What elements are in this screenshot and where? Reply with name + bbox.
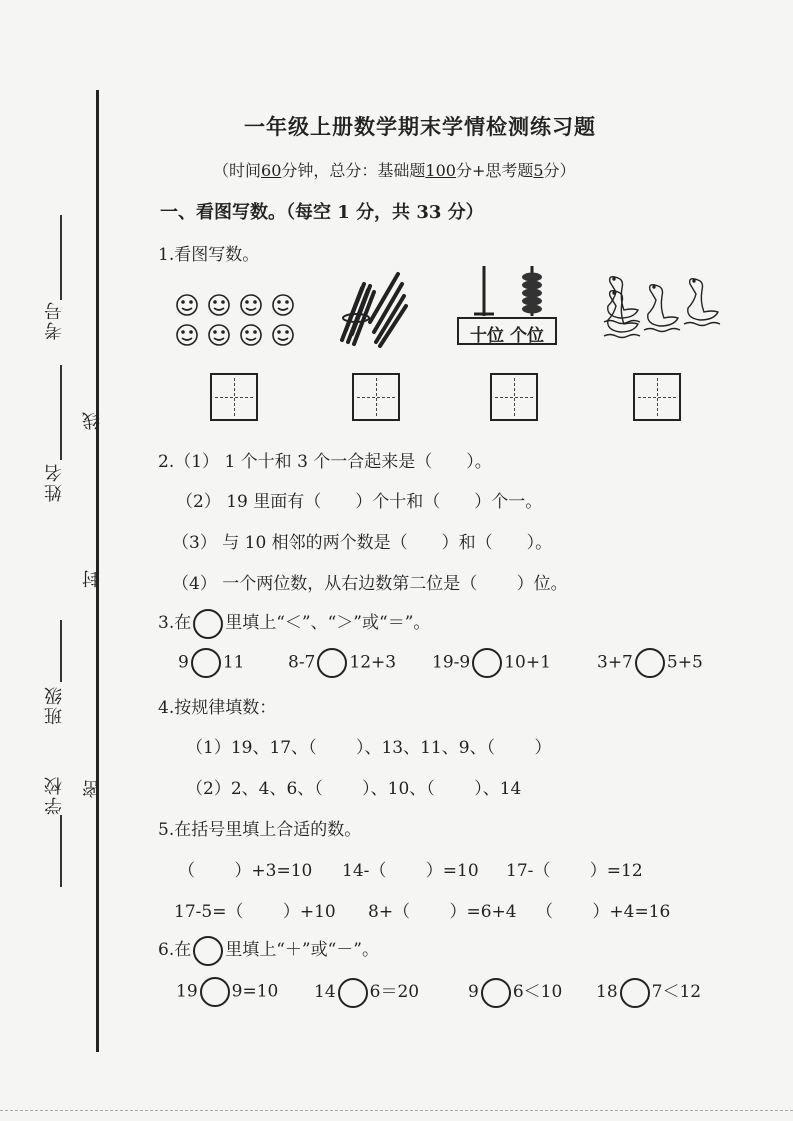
operator-answer-circle[interactable] (200, 977, 230, 1007)
seal-mark-line: 线 (82, 410, 103, 430)
swans-image (600, 270, 726, 346)
question-2-part-1: 2.（1） 1 个十和 3 个一合起来是（ ）。 (158, 452, 492, 472)
compare-answer-circle[interactable] (191, 648, 221, 678)
page-title: 一年级上册数学期末学情检测练习题 (244, 114, 596, 139)
question-2-part-3: （3） 与 10 相邻的两个数是（ ）和（ ）。 (172, 533, 553, 553)
compare-answer-circle[interactable] (635, 648, 665, 678)
question-3-label: 3.在 里填上“＜”、“＞”或“＝”。 (158, 608, 430, 639)
circle-symbol-icon (193, 609, 223, 639)
fill-item-5: 8+（ ）=6+4 (368, 902, 517, 922)
question-2-part-4: （4） 一个两位数，从右边数第二位是（ ）位。 (172, 574, 568, 594)
name-field[interactable] (60, 365, 62, 460)
operator-item-2: 14 6＝20 (314, 977, 419, 1008)
fill-item-2: 14-（ ）=10 (342, 861, 479, 881)
question-4-part-1: （1）19、17、（ ）、13、11、9、（ ） (186, 738, 552, 758)
school-field[interactable] (60, 815, 62, 887)
operator-item-1: 19 9=10 (176, 977, 278, 1007)
compare-answer-circle[interactable] (472, 648, 502, 678)
compare-item-2: 8-7 12+3 (288, 648, 396, 678)
smiley-faces-image (175, 292, 300, 350)
question-5-label: 5.在括号里填上合适的数。 (158, 820, 362, 840)
fill-item-1: （ ）+3=10 (178, 861, 313, 881)
abacus-place-label: 十位 个位 (470, 326, 544, 346)
question-4-part-2: （2）2、4、6、（ ）、10、（ ）、14 (186, 779, 522, 799)
circle-symbol-icon (193, 936, 223, 966)
answer-grid-sticks[interactable] (352, 373, 400, 421)
exam-number-field[interactable] (60, 215, 62, 300)
school-label: 学校 (44, 775, 65, 815)
operator-answer-circle[interactable] (481, 978, 511, 1008)
page-subtitle: （时间60分钟，总分：基础题100分+思考题5分） (213, 161, 576, 180)
seal-mark-secret: 密 (82, 778, 103, 798)
fill-item-3: 17-（ ）=12 (506, 861, 643, 881)
seal-mark-seal: 封 (82, 568, 103, 588)
answer-grid-swans[interactable] (633, 373, 681, 421)
fill-item-4: 17-5=（ ）+10 (174, 902, 336, 922)
question-6-label: 6.在 里填上“＋”或“－”。 (158, 935, 379, 966)
compare-answer-circle[interactable] (317, 648, 347, 678)
question-4-label: 4.按规律填数： (158, 698, 277, 718)
fill-item-6: （ ）+4=16 (536, 902, 671, 922)
class-label: 班级 (44, 685, 65, 725)
sticks-bundle-image (336, 270, 408, 350)
compare-item-4: 3+7 5+5 (597, 648, 703, 678)
operator-answer-circle[interactable] (338, 978, 368, 1008)
question-2-part-2: （2） 19 里面有（ ）个十和（ ）个一。 (176, 492, 543, 512)
class-field[interactable] (60, 620, 62, 682)
exam-number-label: 考号 (44, 300, 65, 340)
page-bottom-divider (0, 1110, 793, 1111)
operator-answer-circle[interactable] (620, 978, 650, 1008)
answer-grid-smileys[interactable] (210, 373, 258, 421)
question-1-label: 1.看图写数。 (158, 245, 260, 265)
section-heading: 一、看图写数。（每空 1 分，共 33 分） (160, 202, 484, 223)
answer-grid-abacus[interactable] (490, 373, 538, 421)
operator-item-4: 18 7＜12 (596, 977, 701, 1008)
compare-item-1: 9 11 (178, 648, 244, 678)
operator-item-3: 9 6＜10 (468, 977, 562, 1008)
name-label: 姓名 (44, 462, 65, 502)
compare-item-3: 19-9 10+1 (432, 648, 551, 678)
